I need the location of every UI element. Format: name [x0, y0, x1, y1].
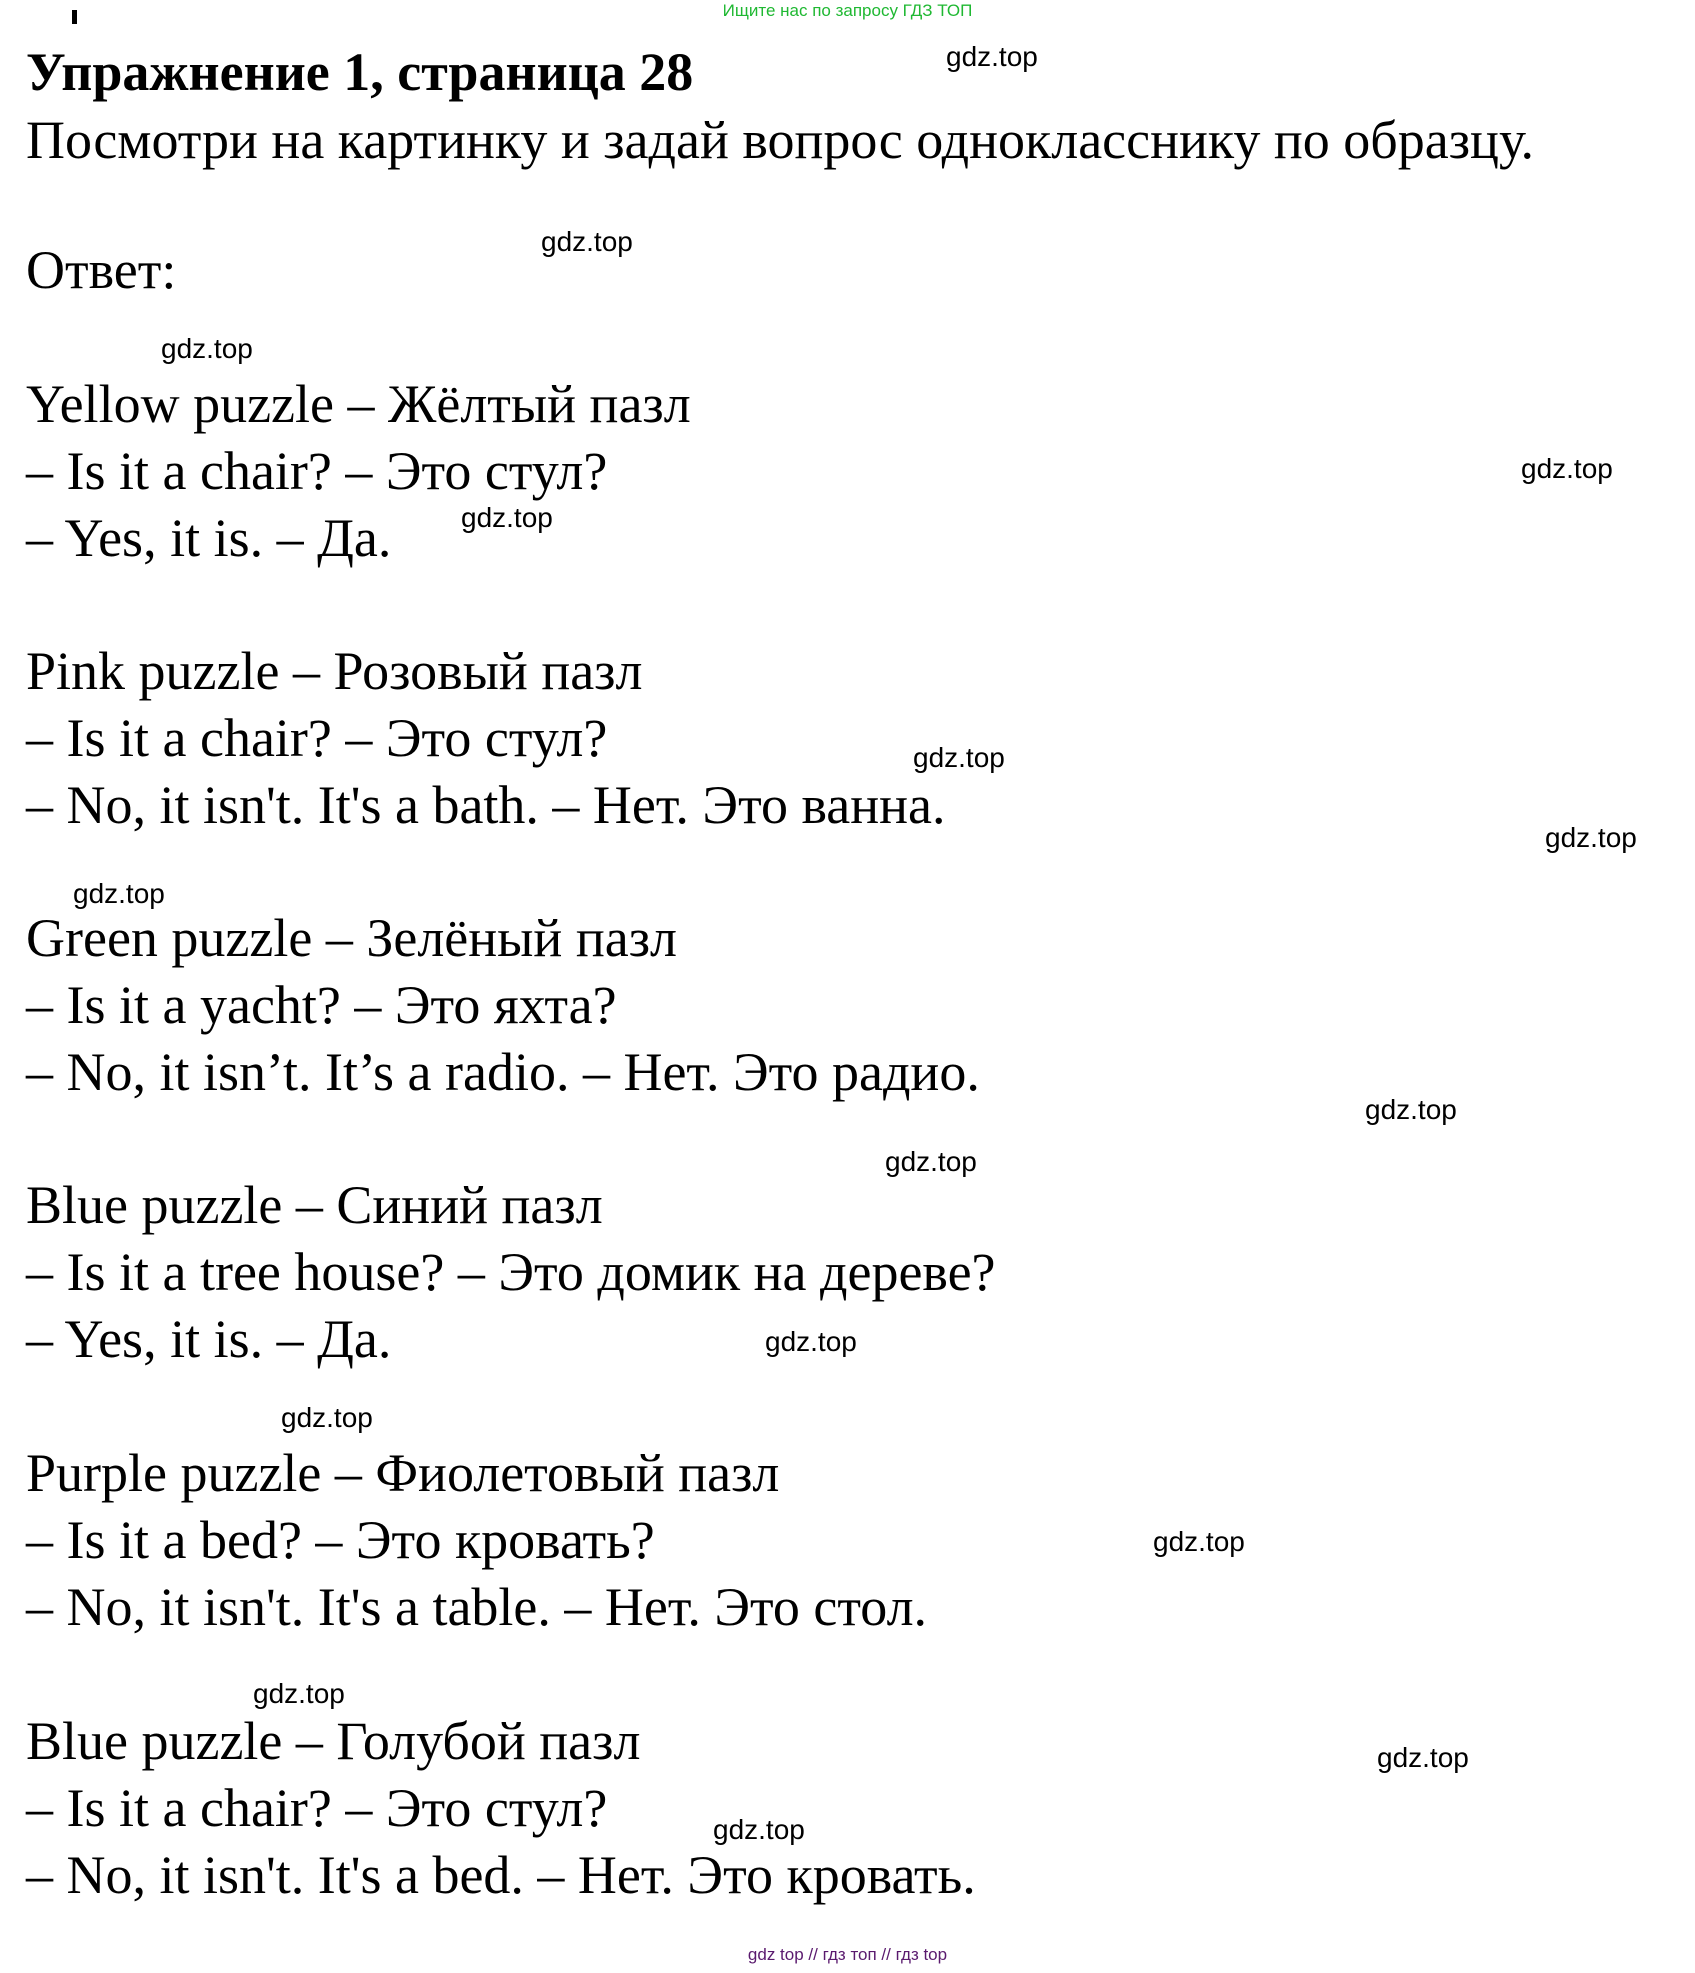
dialogue-answer: – No, it isn't. It's a table. – Нет. Это стол. [26, 1577, 928, 1637]
answer-label: Ответ: [26, 240, 177, 300]
puzzle-heading: Blue puzzle – Голубой пазл [26, 1711, 641, 1771]
instruction-text: Посмотри на картинку и задай вопрос однокласснику по образцу. [26, 110, 1535, 170]
watermark: gdz.top [541, 226, 633, 257]
dialogue-question: – Is it a yacht? – Это яхта? [26, 975, 617, 1035]
dialogue-answer: – Yes, it is. – Да. [26, 1309, 392, 1369]
watermark: gdz.top [765, 1326, 857, 1357]
dialogue-question: – Is it a chair? – Это стул? [26, 708, 608, 768]
puzzle-heading: Yellow puzzle – Жёлтый пазл [26, 374, 691, 434]
watermark: gdz.top [1545, 822, 1637, 853]
top-banner: Ищите нас по запросу ГДЗ ТОП [722, 1, 973, 20]
watermark: gdz.top [73, 878, 165, 909]
dialogue-answer: – Yes, it is. – Да. [26, 508, 392, 568]
dialogue-question: – Is it a chair? – Это стул? [26, 1778, 608, 1838]
puzzle-heading: Purple puzzle – Фиолетовый пазл [26, 1443, 780, 1503]
watermark: gdz.top [1153, 1526, 1245, 1557]
watermark: gdz.top [161, 333, 253, 364]
dialogue-answer: – No, it isn’t. It’s a radio. – Нет. Это радио. [26, 1042, 980, 1102]
dialogue-answer: – No, it isn't. It's a bath. – Нет. Это ванна. [26, 775, 946, 835]
watermark: gdz.top [885, 1146, 977, 1177]
page-title: Упражнение 1, страница 28 [26, 42, 694, 102]
dialogue-question: – Is it a tree house? – Это домик на дереве? [26, 1242, 996, 1302]
puzzle-heading: Green puzzle – Зелёный пазл [26, 908, 677, 968]
watermark: gdz.top [1365, 1094, 1457, 1125]
watermark: gdz.top [1377, 1742, 1469, 1773]
watermark: gdz.top [281, 1402, 373, 1433]
puzzle-heading: Blue puzzle – Синий пазл [26, 1175, 603, 1235]
dialogue-question: – Is it a chair? – Это стул? [26, 441, 608, 501]
puzzle-heading: Pink puzzle – Розовый пазл [26, 641, 643, 701]
watermark: gdz.top [253, 1678, 345, 1709]
dialogue-answer: – No, it isn't. It's a bed. – Нет. Это кровать. [26, 1845, 976, 1905]
dialogue-question: – Is it a bed? – Это кровать? [26, 1510, 655, 1570]
watermark: gdz.top [913, 742, 1005, 773]
corner-mark [72, 10, 77, 24]
watermark: gdz.top [946, 41, 1038, 72]
watermark: gdz.top [461, 502, 553, 533]
footer-text: gdz top // гдз топ // гдз top [747, 1945, 948, 1964]
watermark: gdz.top [1521, 453, 1613, 484]
watermark: gdz.top [713, 1814, 805, 1845]
